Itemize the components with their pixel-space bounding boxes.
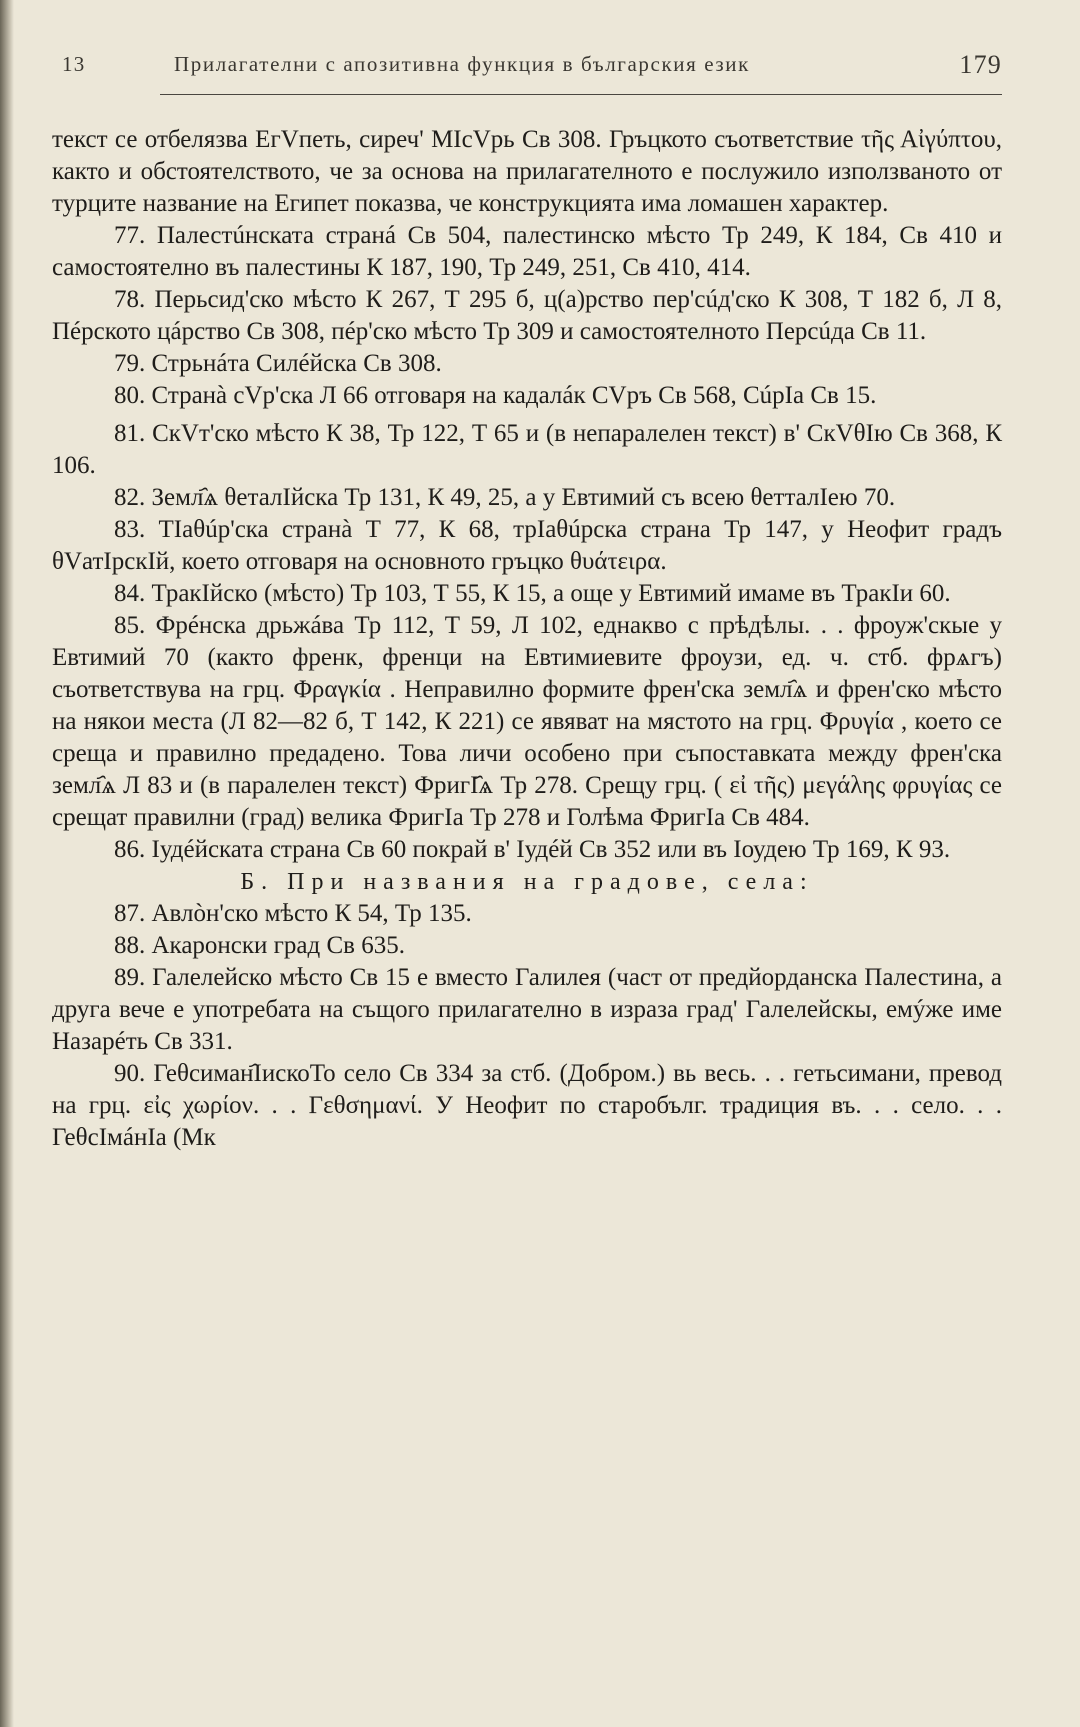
entry-87: 87. Авлòн'ско мѣсто К 54, Тр 135. <box>114 900 472 927</box>
section-heading: Б. При названия на градове, села: <box>240 869 814 895</box>
entry-84: 84. ТракІйско (мѣсто) Тр 103, Т 55, К 15, а още у Евтимий имаме въ ТракІи 60. <box>114 580 951 607</box>
entry-79: 79. Стрьнáта Силéйска Св 308. <box>114 350 442 377</box>
entry-81: 81. СкVт'ско мѣсто К 38, Тр 122, Т 65 и (в непаралелен текст) в' СкVθІю Св 368, К 106. <box>52 420 1002 479</box>
entry-86: 86. Іудéйската страна Св 60 покрай в' Іудéй Св 352 или въ Іоудею Тр 169, К 93. <box>114 836 951 863</box>
book-page <box>52 40 1002 1700</box>
body-text <box>52 124 1002 1154</box>
page-number: 179 <box>959 50 1002 79</box>
entry-78: 78. Перьсид'ско мѣсто К 267, Т 295 б, ц(а)рство пер'сúд'ско К 308, Т 182 б, Л 8, Пéрското цáрство Св 308, пéр'ско мѣсто Тр 309 и самостоятелното Персúда Св 11. <box>52 286 1002 345</box>
running-head <box>52 40 1002 86</box>
paragraph: текст се отбелязва ЕгVпеть, сиреч' МІсVрь Св 308. Гръцкото съответствие τῆς Αἰγύπτου, както и обстоятелството, че за основа на прилагателното е послужило използваното от турците название на Египет показва, че конструкцията има ломашен характер. <box>52 126 1002 217</box>
section-number: 13 <box>62 52 86 76</box>
entry-77: 77. Палестúнската странá Св 504, палестинско мѣсто Тр 249, К 184, Св 410 и самостоятелно въ палестины К 187, 190, Тр 249, 251, Св 410, 414. <box>52 222 1002 281</box>
entry-83: 83. ТІаθúр'ска странà Т 77, К 68, трІаθúрска страна Тр 147, у Неофит градъ θVатІрскІй, което отговаря на основното гръцко θυάτειρα. <box>52 516 1002 575</box>
entry-89: 89. Галелейско мѣсто Св 15 е вместо Галилея (част от предйорданска Палестина, а друга вече е употребата на същого прилагателно в израза град' Галелейскы, емýже име Назарéть Св 331. <box>52 964 1002 1055</box>
entry-82: 82. Земл҄ѧ θеталІйска Тр 131, К 49, 25, а у Евтимий съ всею θетталІею 70. <box>114 484 896 511</box>
header-rule <box>160 94 1002 95</box>
book-binding-shadow <box>0 0 14 1727</box>
entry-88: 88. Акаронски град Св 635. <box>114 932 405 959</box>
entry-90: 90. Геθсиман҄ІискоТо село Св 334 за стб. (Добром.) вь весь. . . гетьсимани, превод на грц. εἰς χωρίον. . . Γεθσημανί. У Неофит по старобълг. традиция въ. . . село. . . ГеθсІмáнІа (Мк <box>52 1060 1002 1151</box>
entry-80: 80. Странà сVр'ска Л 66 отговаря на кадалáк СVръ Св 568, СúрІа Св 15. <box>114 382 877 409</box>
running-title: Прилагателни с апозитивна функция в българския език <box>174 52 750 76</box>
entry-85: 85. Фрéнска дрьжáва Тр 112, Т 59, Л 102, еднакво с прѣдѣлы. . . фроуж'скые у Евтимий 70 (както френк, френци на Евтимиевите фроузи, ед. ч. стб. фрѧгъ) съответствува на грц. Φραγκία . Неправилно формите френ'ска земл҄ѧ и френ'ско мѣсто на някои места (Л 82—82 б, Т 142, К 221) се явяват на мястото на грц. Φρυγία , което се среща и правилно предадено. Това личи особено при съпоставката между френ'ска земл҄ѧ Л 83 и (в паралелен текст) ФригІ҄ѧ Тр 278. Срещу грц. ( εἰ τῆς) μεγάλης φρυγίας се срещат правилни (град) велика ФригІа Тр 278 и Голѣма ФригІа Св 484. <box>52 612 1002 831</box>
